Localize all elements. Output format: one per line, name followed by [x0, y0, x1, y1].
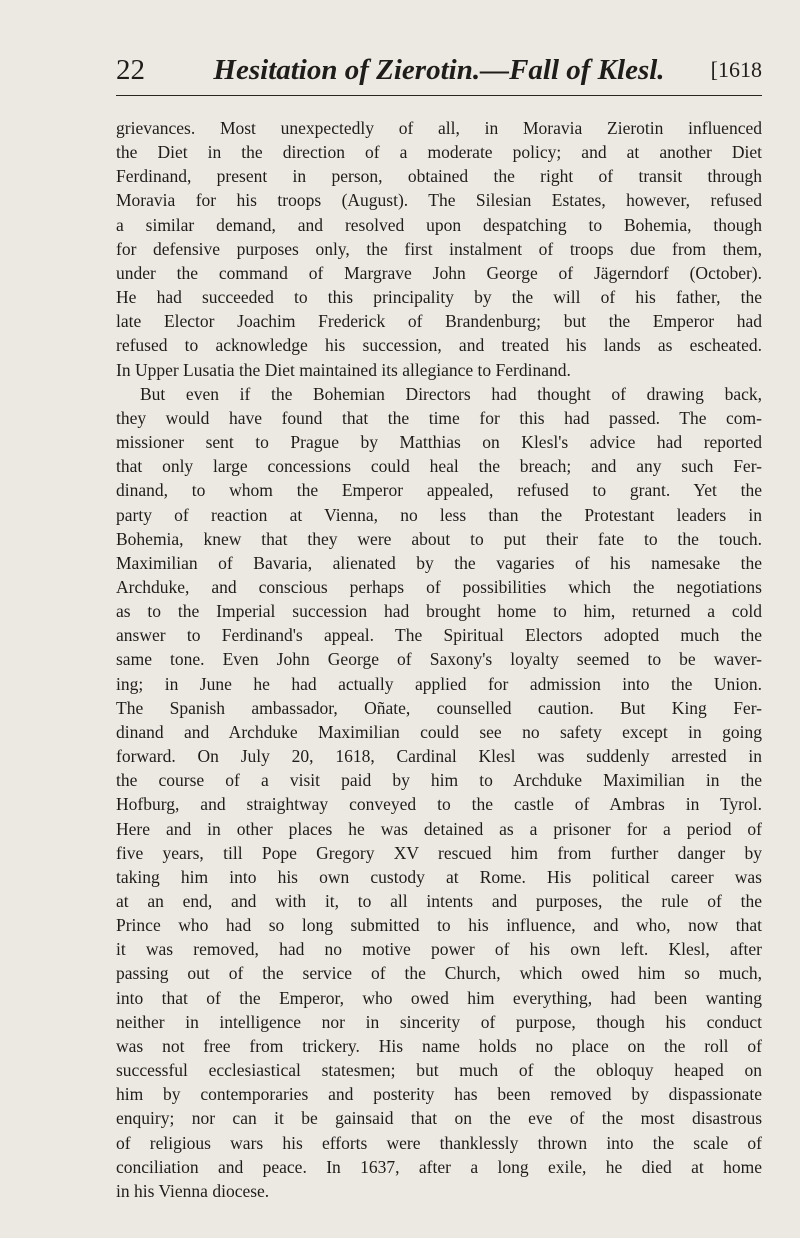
text-line: Bohemia, knew that they were about to put their fate to the touch.: [116, 528, 762, 549]
text-line: taking him into his own custody at Rome. His political career was: [116, 866, 762, 887]
text-line: five years, till Pope Gregory XV rescued him from further danger by: [116, 842, 762, 863]
body-text: [116, 116, 762, 1203]
text-line: dinand, to whom the Emperor appealed, refused to grant. Yet the: [116, 480, 762, 501]
page-number: 22: [116, 54, 145, 86]
text-line: it was removed, had no motive power of his own left. Klesl, after: [116, 939, 762, 960]
text-line: refused to acknowledge his succession, and treated his lands as escheated.: [116, 335, 762, 356]
text-line: But even if the Bohemian Directors had thought of drawing back,: [140, 383, 762, 404]
text-line: of religious wars his efforts were thanklessly thrown into the scale of: [116, 1132, 762, 1153]
text-line: conciliation and peace. In 1637, after a long exile, he died at home: [116, 1156, 762, 1177]
text-line: late Elector Joachim Frederick of Brandenburg; but the Emperor had: [116, 311, 762, 332]
text-line: neither in intelligence nor in sincerity of purpose, though his conduct: [116, 1011, 762, 1032]
text-line: into that of the Emperor, who owed him everything, had been wanting: [116, 987, 762, 1008]
text-line: Ferdinand, present in person, obtained the right of transit through: [116, 166, 762, 187]
text-line: Hofburg, and straightway conveyed to the castle of Ambras in Tyrol.: [116, 794, 762, 815]
text-line: ing; in June he had actually applied for admission into the Union.: [116, 673, 762, 694]
text-line: Maximilian of Bavaria, alienated by the vagaries of his namesake the: [116, 552, 762, 573]
text-line: Archduke, and conscious perhaps of possibilities which the negotiations: [116, 576, 762, 597]
page-header: [116, 52, 762, 92]
text-line: party of reaction at Vienna, no less than the Protestant leaders in: [116, 504, 762, 525]
text-line: was not free from trickery. His name holds no place on the roll of: [116, 1035, 762, 1056]
header-rule: [116, 95, 762, 96]
text-line: him by contemporaries and posterity has been removed by dispassionate: [116, 1084, 762, 1105]
text-line: under the command of Margrave John George of Jägerndorf (October).: [116, 262, 762, 283]
text-line: dinand and Archduke Maximilian could see no safety except in going: [116, 721, 762, 742]
text-line: Here and in other places he was detained as a prisoner for a period of: [116, 818, 762, 839]
text-line: at an end, and with it, to all intents and purposes, the rule of the: [116, 891, 762, 911]
text-line: Moravia for his troops (August). The Silesian Estates, however, refused: [116, 190, 762, 211]
text-line: He had succeeded to this principality by the will of his father, the: [116, 287, 762, 308]
text-line: answer to Ferdinand's appeal. The Spiritual Electors adopted much the: [116, 625, 762, 646]
text-line: missioner sent to Prague by Matthias on Klesl's advice had reported: [116, 432, 762, 453]
text-line: The Spanish ambassador, Oñate, counselled caution. But King Fer-: [116, 697, 762, 718]
text-line: they would have found that the time for this had passed. The com-: [116, 407, 762, 428]
text-line: enquiry; nor can it be gainsaid that on the eve of the most disastrous: [116, 1108, 762, 1129]
text-line: a similar demand, and resolved upon despatching to Bohemia, though: [116, 214, 762, 235]
text-line: forward. On July 20, 1618, Cardinal Klesl was suddenly arrested in: [116, 746, 762, 767]
text-line: as to the Imperial succession had brought home to him, returned a cold: [116, 601, 762, 622]
text-line: In Upper Lusatia the Diet maintained its allegiance to Ferdinand.: [116, 359, 571, 380]
text-line: the course of a visit paid by him to Archduke Maximilian in the: [116, 770, 762, 791]
text-line: successful ecclesiastical statesmen; but much of the obloquy heaped on: [116, 1060, 762, 1081]
text-line: for defensive purposes only, the first instalment of troops due from them,: [116, 238, 762, 259]
text-line: grievances. Most unexpectedly of all, in Moravia Zierotin influenced: [116, 118, 762, 138]
text-line: in his Vienna diocese.: [116, 1180, 270, 1201]
text-line: that only large concessions could heal the breach; and any such Fer-: [116, 456, 762, 477]
text-line: the Diet in the direction of a moderate policy; and at another Diet: [116, 142, 762, 163]
running-head: Hesitation of Zierotin.—Fall of Klesl.: [213, 54, 665, 86]
text-line: passing out of the service of the Church, which owed him so much,: [116, 963, 762, 984]
year-tag: [1618: [710, 57, 762, 82]
text-line: Prince who had so long submitted to his influence, and who, now that: [116, 915, 762, 936]
text-line: same tone. Even John George of Saxony's loyalty seemed to be waver-: [116, 649, 762, 670]
